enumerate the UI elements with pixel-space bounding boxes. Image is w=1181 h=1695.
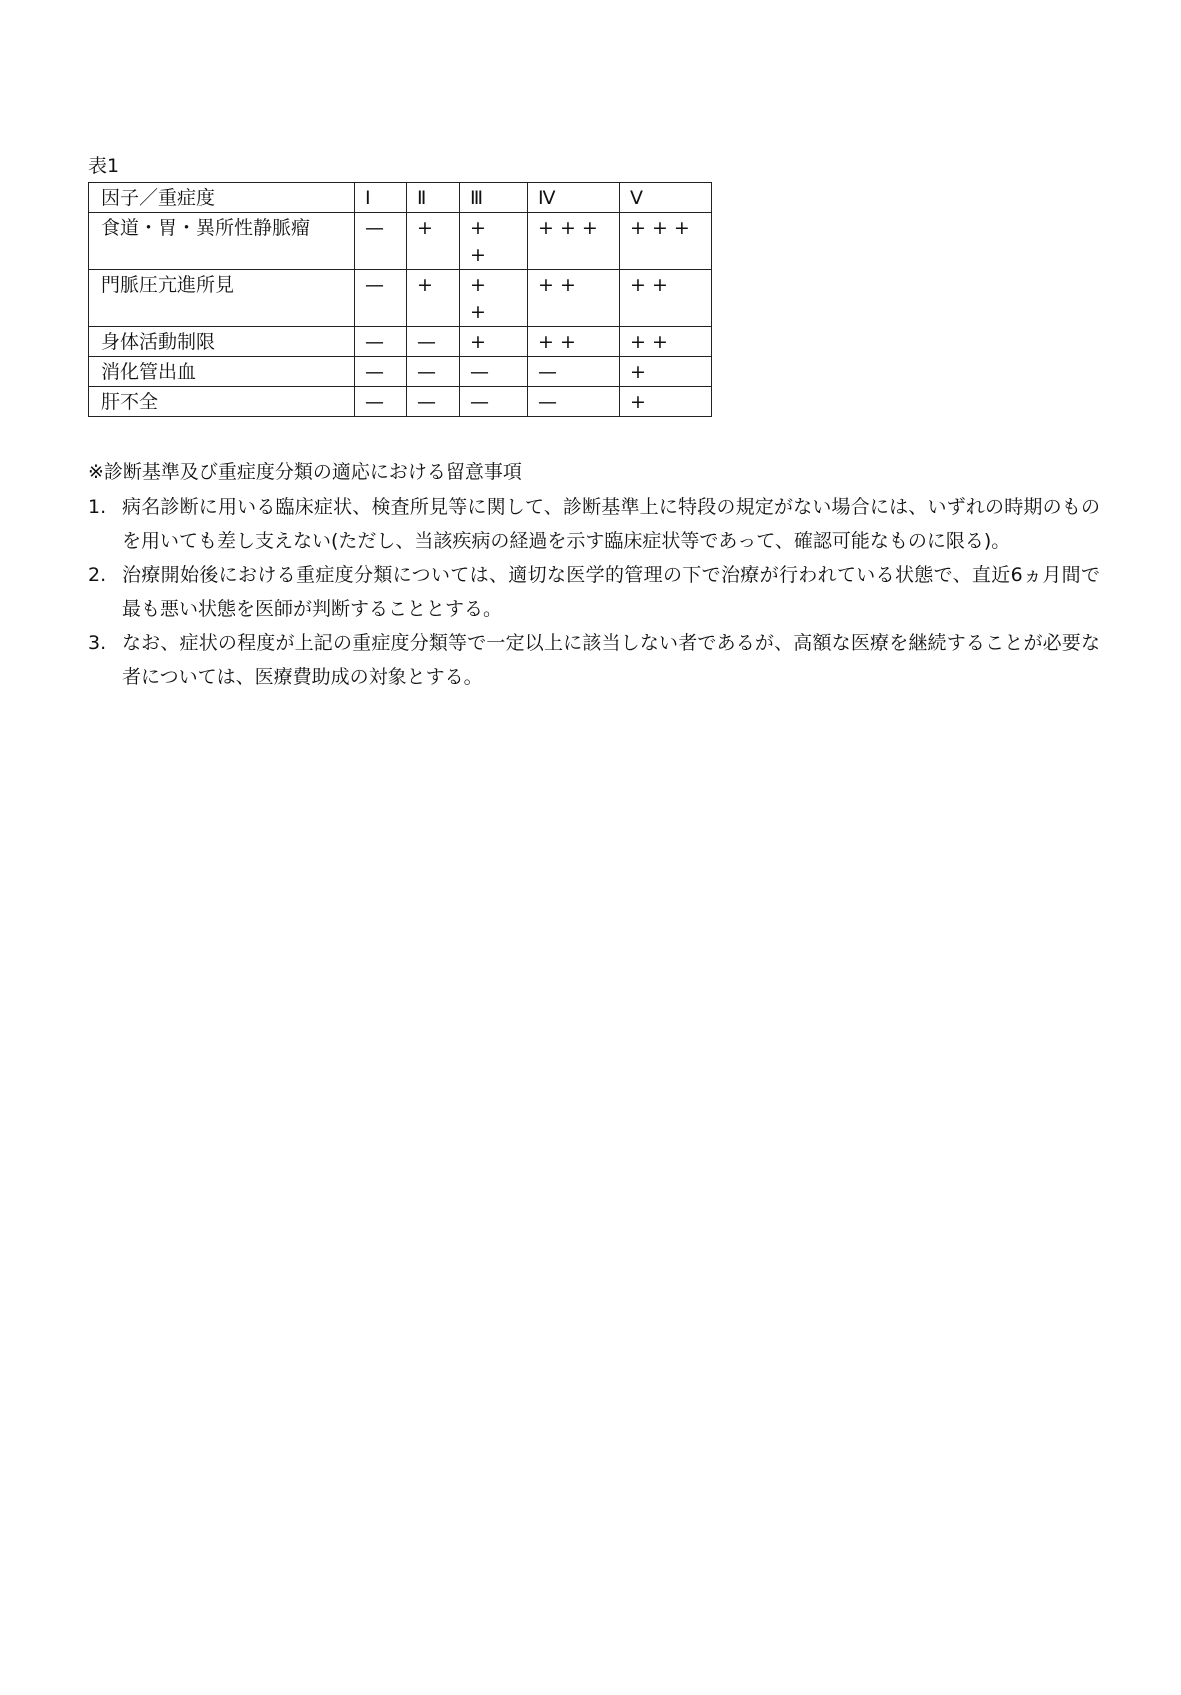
table-row bbox=[89, 270, 712, 327]
grade-cell: — bbox=[407, 387, 460, 417]
grade-cell: + + + bbox=[620, 213, 712, 270]
grade-cell: + + bbox=[528, 327, 620, 357]
note-number: 3. bbox=[88, 632, 107, 654]
header-level: Ⅱ bbox=[407, 183, 460, 213]
note-text: なお、症状の程度が上記の重症度分類等で一定以上に該当しない者であるが、高額な医療を継続することが必要な者については、医療費助成の対象とする。 bbox=[122, 632, 1100, 688]
notes-title: ※診断基準及び重症度分類の適応における留意事項 bbox=[88, 461, 522, 483]
note-number: 1. bbox=[88, 496, 107, 518]
grade-cell: + + bbox=[460, 213, 528, 270]
table-header-row bbox=[89, 183, 712, 213]
factor-cell: 身体活動制限 bbox=[89, 327, 355, 357]
grade-cell: + + bbox=[528, 270, 620, 327]
grade-cell: — bbox=[460, 357, 528, 387]
grade-cell: — bbox=[528, 387, 620, 417]
grade-cell: + bbox=[407, 270, 460, 327]
grade-cell: + bbox=[460, 327, 528, 357]
note-item bbox=[88, 626, 1100, 694]
table-row bbox=[89, 327, 712, 357]
grade-cell: — bbox=[355, 357, 407, 387]
grade-cell: — bbox=[355, 327, 407, 357]
header-level: Ⅲ bbox=[460, 183, 528, 213]
header-level: Ⅰ bbox=[355, 183, 407, 213]
table-row bbox=[89, 213, 712, 270]
note-text: 治療開始後における重症度分類については、適切な医学的管理の下で治療が行われている状態で、直近6ヵ月間で最も悪い状態を医師が判断することとする。 bbox=[122, 564, 1100, 620]
note-text: 病名診断に用いる臨床症状、検査所見等に関して、診断基準上に特段の規定がない場合には、いずれの時期のものを用いても差し支えない(ただし、当該疾病の経過を示す臨床症状等であって、確認可能なものに限る)。 bbox=[122, 496, 1100, 552]
header-level: Ⅳ bbox=[528, 183, 620, 213]
grade-cell: + bbox=[407, 213, 460, 270]
grade-cell: — bbox=[407, 357, 460, 387]
grade-cell: + + bbox=[620, 270, 712, 327]
grade-cell: — bbox=[355, 387, 407, 417]
note-item bbox=[88, 490, 1100, 558]
header-level: Ⅴ bbox=[620, 183, 712, 213]
grade-cell: + + bbox=[460, 270, 528, 327]
grade-cell: + bbox=[620, 387, 712, 417]
table-row bbox=[89, 387, 712, 417]
note-number: 2. bbox=[88, 564, 107, 586]
severity-table bbox=[88, 182, 712, 417]
grade-cell: + bbox=[620, 357, 712, 387]
grade-cell: + + bbox=[620, 327, 712, 357]
header-factor: 因子／重症度 bbox=[89, 183, 355, 213]
notes-list bbox=[88, 490, 1100, 694]
grade-cell: — bbox=[528, 357, 620, 387]
factor-cell: 消化管出血 bbox=[89, 357, 355, 387]
table-row bbox=[89, 357, 712, 387]
factor-cell: 食道・胃・異所性静脈瘤 bbox=[89, 213, 355, 270]
notes-section bbox=[88, 456, 1100, 694]
table-caption: 表1 bbox=[88, 155, 120, 177]
grade-cell: — bbox=[460, 387, 528, 417]
grade-cell: + + + bbox=[528, 213, 620, 270]
note-item bbox=[88, 558, 1100, 626]
factor-cell: 門脈圧亢進所見 bbox=[89, 270, 355, 327]
grade-cell: — bbox=[407, 327, 460, 357]
grade-cell: — bbox=[355, 270, 407, 327]
factor-cell: 肝不全 bbox=[89, 387, 355, 417]
grade-cell: — bbox=[355, 213, 407, 270]
